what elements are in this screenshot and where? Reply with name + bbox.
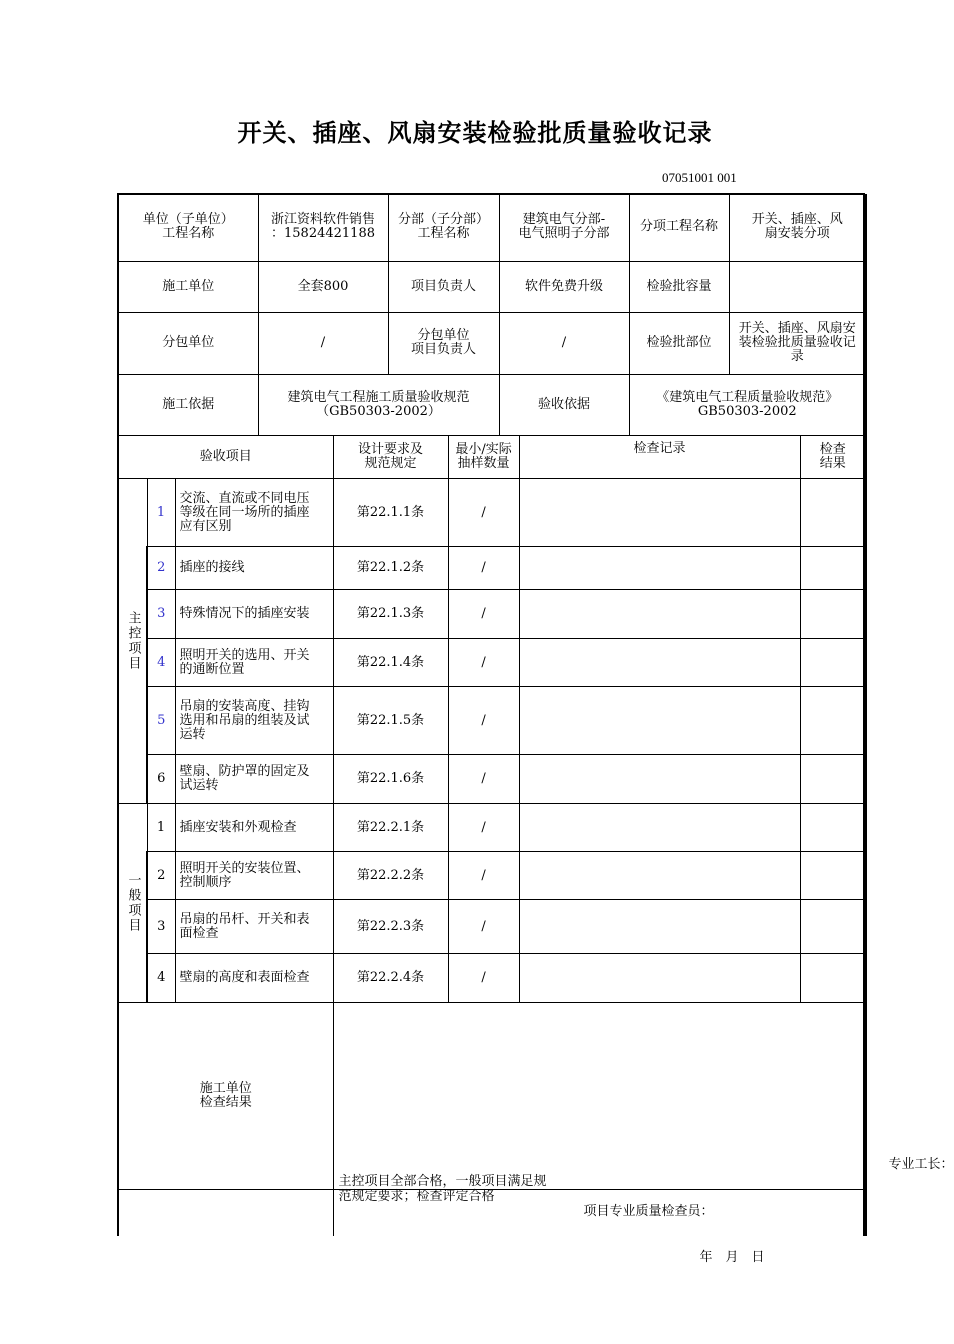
conclusion-row [118, 1003, 866, 1190]
record-cell[interactable] [519, 479, 800, 547]
table-row [118, 590, 866, 639]
result-cell[interactable] [800, 804, 866, 852]
contractor-label: 施工单位 [118, 261, 258, 312]
item-text: 壁扇、防护罩的固定及 试运转 [175, 755, 333, 804]
row-number: 1 [147, 804, 175, 852]
row-number: 2 [147, 852, 175, 900]
basis-label: 施工依据 [118, 374, 258, 435]
table-row [118, 954, 866, 1003]
record-cell[interactable] [519, 547, 800, 590]
table-row [118, 900, 866, 954]
record-cell[interactable] [519, 900, 800, 954]
location-value: 开关、插座、风扇安 装检验批质量验收记 录 [729, 312, 866, 374]
clause: 第22.1.4条 [333, 639, 448, 687]
result-cell[interactable] [800, 479, 866, 547]
sub-pm-value: / [499, 312, 629, 374]
record-cell[interactable] [519, 590, 800, 639]
location-label: 检验批部位 [629, 312, 729, 374]
clause: 第22.1.3条 [333, 590, 448, 639]
item-text: 壁扇的高度和表面检查 [175, 954, 333, 1003]
clause: 第22.1.5条 [333, 687, 448, 755]
result-cell[interactable] [800, 547, 866, 590]
contractor-value: 全套800 [258, 261, 388, 312]
record-cell[interactable] [519, 639, 800, 687]
result-cell[interactable] [800, 590, 866, 639]
result-cell[interactable] [800, 755, 866, 804]
record-cell[interactable] [519, 755, 800, 804]
row-number: 1 [147, 479, 175, 547]
capacity-value [729, 261, 866, 312]
col-record: 检查记录 [519, 436, 800, 479]
item-text: 吊扇的安装高度、挂钩 选用和吊扇的组装及试 运转 [175, 687, 333, 755]
row-number: 4 [147, 954, 175, 1003]
table-row [118, 639, 866, 687]
foreman-label: 专业工长： [888, 1157, 954, 1172]
table-row [118, 804, 866, 852]
sample: / [448, 900, 519, 954]
sub-pm-label: 分包单位 项目负责人 [388, 312, 499, 374]
division-label: 分部（子分部） 工程名称 [388, 194, 499, 261]
column-header-row [118, 436, 866, 479]
row-number: 6 [147, 755, 175, 804]
record-cell[interactable] [519, 687, 800, 755]
col-sample: 最小/实际 抽样数量 [448, 436, 519, 479]
main-group-label: 主控项目 [118, 479, 147, 804]
clause: 第22.2.1条 [333, 804, 448, 852]
item-text: 照明开关的安装位置、 控制顺序 [175, 852, 333, 900]
record-cell[interactable] [519, 852, 800, 900]
col-design: 设计要求及 规范规定 [333, 436, 448, 479]
item-text: 吊扇的吊杆、开关和表 面检查 [175, 900, 333, 954]
capacity-label: 检验批容量 [629, 261, 729, 312]
sub-value: / [258, 312, 388, 374]
col-result: 检查 结果 [800, 436, 866, 479]
conclusion-text-2: 范规定要求；检查评定合格 [338, 1189, 495, 1204]
sub-label: 分包单位 [118, 312, 258, 374]
sample: / [448, 954, 519, 1003]
table-row [118, 687, 866, 755]
sample: / [448, 547, 519, 590]
conclusion-body [333, 1003, 954, 1265]
accept-basis-label: 验收依据 [499, 374, 629, 435]
clause: 第22.2.2条 [333, 852, 448, 900]
result-cell[interactable] [800, 687, 866, 755]
item-text: 特殊情况下的插座安装 [175, 590, 333, 639]
unit-value: 浙江资料软件销售 ：15824421188 [258, 194, 388, 261]
result-cell[interactable] [800, 954, 866, 1003]
row-number: 2 [147, 547, 175, 590]
items-table [117, 435, 954, 1265]
table-row [118, 479, 866, 547]
result-cell[interactable] [800, 900, 866, 954]
sample: / [448, 639, 519, 687]
item-label: 分项工程名称 [629, 194, 729, 261]
row-number: 3 [147, 900, 175, 954]
basis-value: 建筑电气工程施工质量验收规范 （GB50303-2002） [258, 374, 499, 435]
sample: / [448, 755, 519, 804]
item-value: 开关、插座、风 扇安装分项 [729, 194, 866, 261]
item-text: 交流、直流或不同电压 等级在同一场所的插座 应有区别 [175, 479, 333, 547]
sample: / [448, 479, 519, 547]
pm-label: 项目负责人 [388, 261, 499, 312]
record-cell[interactable] [519, 804, 800, 852]
row-number: 5 [147, 687, 175, 755]
page-title: 开关、插座、风扇安装检验批质量验收记录 [237, 119, 713, 147]
table-row [118, 547, 866, 590]
table-row [118, 852, 866, 900]
sample: / [448, 687, 519, 755]
item-text: 照明开关的选用、开关 的通断位置 [175, 639, 333, 687]
general-group-label: 一般项目 [118, 804, 147, 1003]
row-number: 4 [147, 639, 175, 687]
clause: 第22.2.4条 [333, 954, 448, 1003]
date-label: 年 月 日 [699, 1250, 765, 1265]
sample: / [448, 804, 519, 852]
inspector-label: 项目专业质量检查员： [583, 1204, 714, 1219]
conclusion-label: 施工单位 检查结果 [118, 1003, 333, 1190]
table-row [118, 755, 866, 804]
clause: 第22.1.2条 [333, 547, 448, 590]
record-cell[interactable] [519, 954, 800, 1003]
row-number: 3 [147, 590, 175, 639]
item-text: 插座安装和外观检查 [175, 804, 333, 852]
clause: 第22.2.3条 [333, 900, 448, 954]
col-item: 验收项目 [118, 436, 333, 479]
accept-basis-value: 《建筑电气工程质量验收规范》 GB50303-2002 [629, 374, 866, 435]
pm-value: 软件免费升级 [499, 261, 629, 312]
header-table [117, 194, 867, 436]
next-label-cell [118, 1190, 333, 1236]
division-value: 建筑电气分部- 电气照明子分部 [499, 194, 629, 261]
form-code: 07051001 001 [662, 170, 737, 185]
conclusion-text-1: 主控项目全部合格，一般项目满足规 [338, 1174, 547, 1189]
item-text: 插座的接线 [175, 547, 333, 590]
unit-label: 单位（子单位） 工程名称 [118, 194, 258, 261]
clause: 第22.1.1条 [333, 479, 448, 547]
result-cell[interactable] [800, 852, 866, 900]
sample: / [448, 852, 519, 900]
clause: 第22.1.6条 [333, 755, 448, 804]
result-cell[interactable] [800, 639, 866, 687]
sample: / [448, 590, 519, 639]
